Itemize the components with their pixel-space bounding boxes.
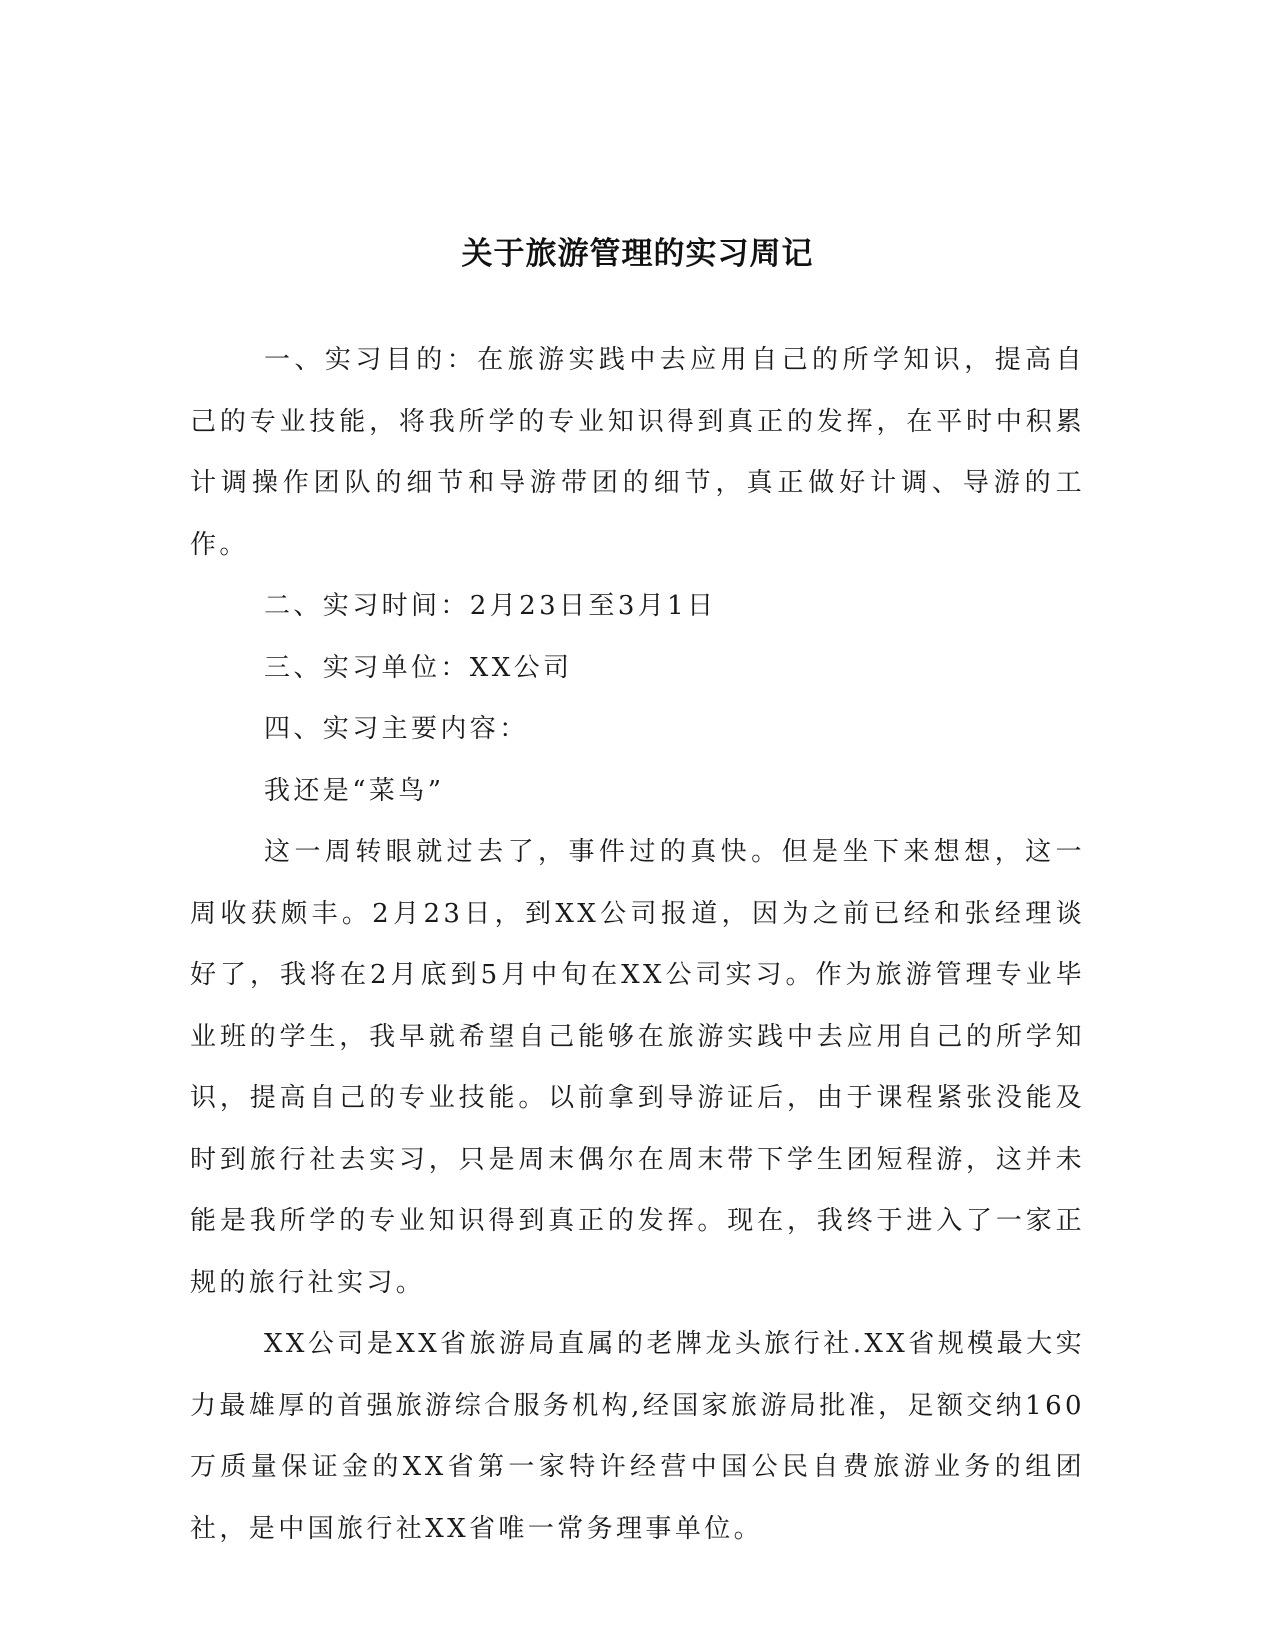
paragraph-purpose: 一、实习目的：在旅游实践中去应用自己的所学知识，提高自己的专业技能，将我所学的专业知识得到真正的发挥，在平时中积累计调操作团队的细节和导游带团的细节，真正做好计调、导游的工作。 <box>190 345 1085 560</box>
paragraph-company-intro: XX公司是XX省旅游局直属的老牌龙头旅行社.XX省规模最大实力最雄厚的首强旅游综合服务机构,经国家旅游局批准，足额交纳160万质量保证金的XX省第一家特许经营中国公民自费旅游业务的组团社，是中国旅行社XX省唯一常务理事单位。 <box>190 1329 1085 1544</box>
document-title: 关于旅游管理的实习周记 <box>461 235 814 272</box>
paragraph-unit: 三、实习单位：XX公司 <box>264 652 573 683</box>
paragraph-time: 二、实习时间：2月23日至3月1日 <box>264 591 717 621</box>
paragraph-subheading: 我还是“菜鸟” <box>264 775 445 806</box>
paragraph-week-summary: 这一周转眼就过去了，事件过的真快。但是坐下来想想，这一周收获颇丰。2月23日，到XX公司报道，因为之前已经和张经理谈好了，我将在2月底到5月中旬在XX公司实习。作为旅游管理专业毕业班的学生，我早就希望自己能够在旅游实践中去应用自己的所学知识，提高自己的专业技能。以前拿到导游证后，由于课程紧张没能及时到旅行社去实习，只是周末偶尔在周末带下学生团短程游，这并未能是我所学的专业知识得到真正的发挥。现在，我终于进入了一家正规的旅行社实习。 <box>190 837 1085 1298</box>
paragraph-content-heading: 四、实习主要内容： <box>264 714 529 744</box>
document-body <box>190 330 1085 1560</box>
